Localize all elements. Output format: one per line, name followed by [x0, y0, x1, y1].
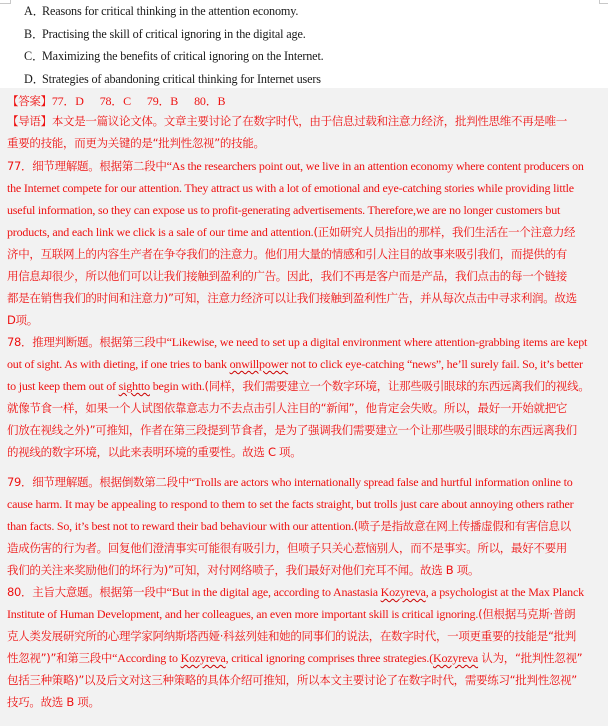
q77-line-1: [7, 157, 605, 175]
q77-line-8: D项。: [7, 313, 38, 327]
quote-text: products, and each link we click is a sale of our time and attention.: [7, 225, 314, 239]
quote-text: , critical ignoring comprises three strategies.(: [225, 651, 433, 665]
option-letter: C．: [24, 49, 45, 63]
option-text: Strategies of abandoning critical thinking for Internet users: [42, 71, 321, 86]
q78-line-4: 就像节食一样，如果一个人试图依靠意志力不去点击引人注目的“新闻”，他肯定会失败。所以，最好一开始就把它: [7, 401, 568, 415]
option-c: [24, 45, 584, 68]
page-corner-mark-left: [0, 0, 11, 4]
option-b: [24, 23, 584, 46]
q77-line-3: useful information, so they can expose us to profit-generating advertisements. Therefore,we are no longer customers but: [7, 203, 561, 217]
quote-text: “As the researchers point out, we live in an attention economy where content producers on: [166, 159, 584, 173]
translation-text: (喷子是指故意在网上传播虚假和有害信息以: [353, 519, 571, 533]
q79-line-1: [7, 473, 605, 491]
quote-text: “According to: [112, 651, 181, 665]
q80-heading: 80．主旨大意题。根据第一段中: [7, 585, 167, 599]
q77-line-4: [7, 223, 605, 241]
answer-79: 79．B: [146, 94, 179, 108]
intro-line-1: [7, 112, 605, 130]
quote-text: “But in the digital age, according to Anastasia: [166, 585, 381, 599]
q80-line-4: [7, 649, 605, 667]
quote-text: begin with.: [149, 379, 205, 393]
q79-heading: 79．细节理解题。根据倒数第二段中: [7, 475, 190, 489]
q78-line-2: [7, 355, 605, 373]
spellcheck-word: Kozyreva: [380, 585, 426, 599]
intro-line-2: 重要的技能，而更为关键的是“批判性忽视”的技能。: [7, 136, 265, 150]
q79-line-3: [7, 517, 605, 535]
q77-heading: 77．细节理解题。根据第二段中: [7, 159, 167, 173]
quote-text: out of sight. As with dieting, if one tries to bank: [7, 357, 230, 371]
q77-line-2: the Internet compete for our attention. They attract us with a lot of emotional and eye-catching stories while providing little: [7, 181, 574, 195]
option-text: Practising the skill of critical ignoring in the digital age.: [42, 26, 306, 41]
q79-line-5: 我们的关注来奖励他们的坏行为)”可知，对付网络喷子，我们最好对他们充耳不闻。故选 B 项。: [7, 563, 480, 577]
answer-options: [24, 0, 584, 90]
quote-text: “Trolls are actors who internationally spread false and hurtful information online to: [189, 475, 573, 489]
q77-line-6: 用信息却很少，所以他们可以让我们接触到盈利的广告。因此，我们不再是客户而是产品，我们点击的每一个链接: [7, 269, 567, 283]
intro-label: 【导语】: [7, 114, 52, 128]
option-text: Reasons for critical thinking in the attention economy.: [42, 4, 299, 18]
q80-line-3: 克人类发展研究所的心理学家阿纳斯塔西娅·科兹列娃和她的同事们的说法，在数字时代，一项更重要的技能是“批判: [7, 629, 577, 643]
translation-text: (但根据马克斯·普朗: [478, 607, 576, 621]
quote-text: to just keep them out of: [7, 379, 119, 393]
intro-text: 本文是一篇议论文体。文章主要讨论了在数字时代，由于信息过载和注意力经济，批判性思维不再是唯一: [51, 114, 568, 128]
q78-line-5: 们放在视线之外)”可推知，作者在第三段提到节食者，是为了强调我们需要建立一个让那些吸引眼球的东西远离我们: [7, 423, 577, 437]
quote-text: Institute of Human Development, and her colleagues, an even more important skill is critical ignoring.: [7, 607, 479, 621]
quote-text: , a psychologist at the Max Planck: [425, 585, 584, 599]
translation-text: (正如研究人员指出的那样，我们生活在一个注意力经: [313, 225, 576, 239]
q78-line-6: 的视线的数字环境，以此来表明环境的重要性。故选 C 项。: [7, 445, 302, 459]
spellcheck-word: onwillpower: [229, 357, 289, 371]
spellcheck-word: sightto: [118, 379, 150, 393]
page-corner-mark-right: [599, 0, 608, 4]
option-letter: B．: [24, 26, 45, 41]
answer-label: 【答案】: [7, 94, 52, 108]
answer-78: 78．C: [99, 94, 131, 108]
answer-80: 80．B: [194, 94, 226, 108]
quote-text: “Likewise, we need to set up a digital environment where attention-grabbing items are kept: [166, 335, 588, 349]
q77-line-7: 都是在销售我们的时间和注意力)”可知，注意力经济可以让我们接触到盈利性广告，并从每次点击中寻求利润。故选: [7, 291, 577, 305]
translation-text: 性忽视”)”和第三段中: [7, 651, 113, 665]
quote-text: than facts. So, it’s best not to reward their bad behaviour with our attention.: [7, 519, 354, 533]
answer-key-line: [7, 92, 605, 110]
q78-heading: 78．推理判断题。根据第三段中: [7, 335, 167, 349]
q78-line-3: [7, 377, 605, 395]
q78-line-1: [7, 333, 605, 351]
answer-explanation-block: [0, 88, 608, 726]
answer-77: 77．D: [51, 94, 84, 108]
q79-line-2: cause harm. It may be appealing to respond to them to set the facts straight, but trolls just care about annoying others rather: [7, 497, 574, 511]
q80-line-6: 技巧。故选 B 项。: [7, 695, 100, 709]
q77-line-5: 济中，互联网上的内容生产者在争夺我们的注意力。他们用大量的情感和引人注目的故事来吸引我们，而提供的有: [7, 247, 567, 261]
option-text: Maximizing the benefits of critical ignoring on the Internet.: [42, 49, 324, 63]
q80-line-5: 包括三种策略)”以及后文对这三种策略的具体介绍可推知，所以本文主要讨论了在数字时代，需要练习“批判性忽视”: [7, 673, 577, 687]
spellcheck-word: Kozyreva: [180, 651, 226, 665]
spellcheck-word: Kozyreva: [433, 651, 479, 665]
translation-text: (同样，我们需要建立一个数字环境，让那些吸引眼球的东西远离我们的视线。: [204, 379, 590, 393]
quote-text: not to click eye-catching “news”, he’ll surely fail. So, it’s better: [288, 357, 583, 371]
q79-line-4: 造成伤害的行为者。回复他们澄清事实可能很有吸引力，但喷子只关心惹恼别人，而不是事实。所以，最好不要用: [7, 541, 567, 555]
option-letter: D．: [24, 71, 45, 86]
option-a: [24, 0, 584, 23]
option-letter: A．: [24, 4, 45, 18]
q80-line-2: [7, 605, 605, 623]
translation-text: 认为，“批判性忽视”: [478, 651, 583, 665]
option-d: [24, 68, 584, 91]
q80-line-1: [7, 583, 605, 601]
